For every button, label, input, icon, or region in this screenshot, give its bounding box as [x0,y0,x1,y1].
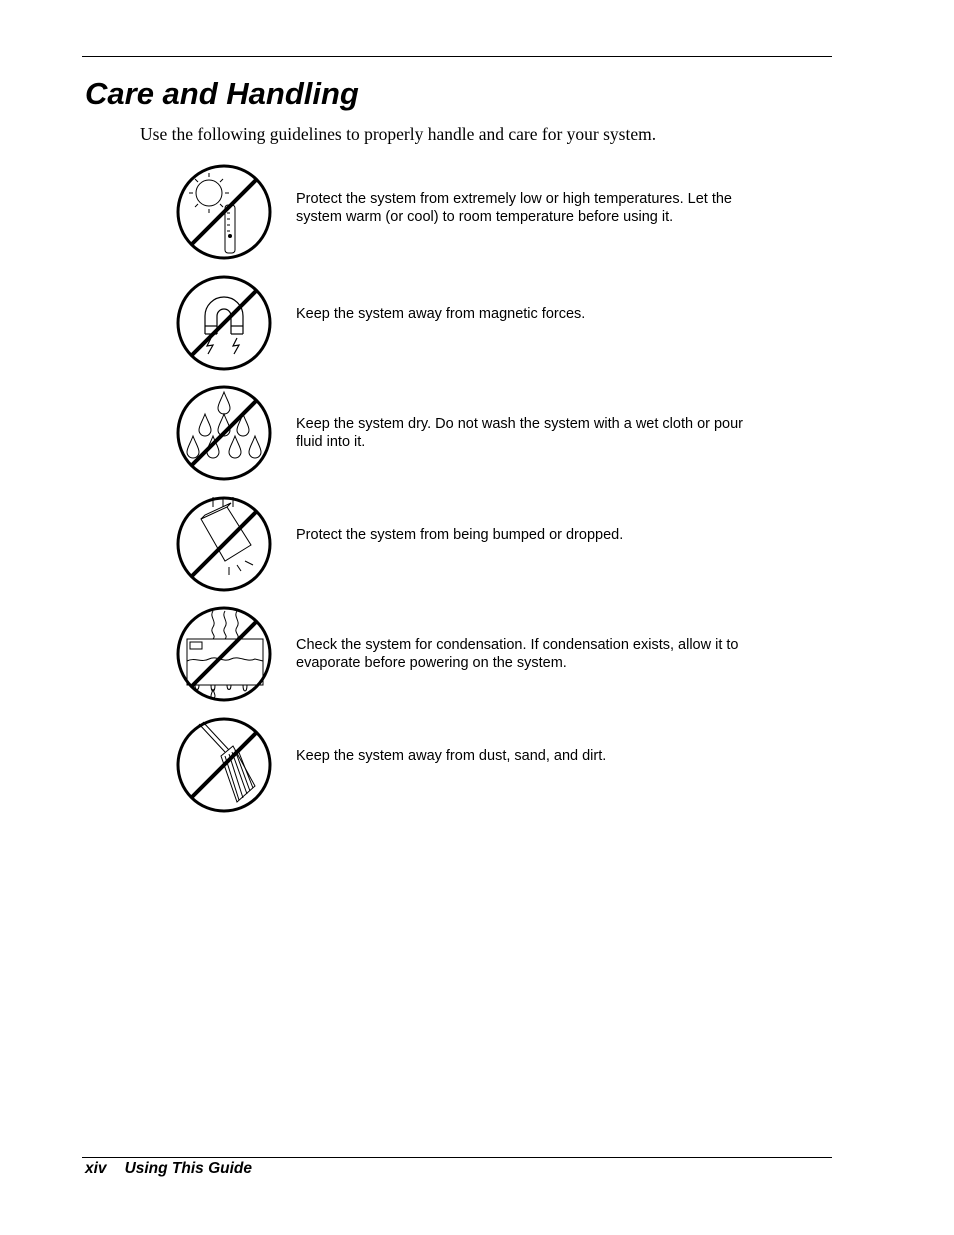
footer-section-title: Using This Guide [124,1160,253,1177]
intro-paragraph: Use the following guidelines to properly handle and care for your system. [140,124,657,144]
condensation-icon [175,605,273,703]
falling-box-icon [175,495,273,593]
guideline-item-dust [0,716,954,816]
page-footer [85,1159,252,1179]
header-rule [82,56,832,57]
guideline-text: Keep the system away from magnetic forces. [296,306,586,322]
page-title: Care and Handling [85,76,359,111]
guideline-item-condensation [0,605,954,705]
guideline-item-bumped [0,495,954,595]
guideline-text: Protect the system from extremely low or high temperatures. Let the system warm (or cool) to room temperature before using it. [296,191,732,225]
guideline-text: Protect the system from being bumped or dropped. [296,527,624,543]
water-drops-icon [175,384,273,482]
guideline-text: Check the system for condensation. If condensation exists, allow it to evaporate before powering on the system. [296,637,739,671]
guideline-text: Keep the system away from dust, sand, and dirt. [296,748,607,764]
page-number: xiv [85,1160,107,1177]
broom-icon [175,716,273,814]
magnet-icon [175,274,273,372]
footer-rule [82,1157,832,1158]
guideline-item-temperature [0,163,954,263]
guideline-text: Keep the system dry. Do not wash the system with a wet cloth or pour fluid into it. [296,416,744,450]
temperature-icon [175,163,273,261]
guideline-item-magnetic [0,274,954,374]
guideline-item-dry [0,384,954,484]
